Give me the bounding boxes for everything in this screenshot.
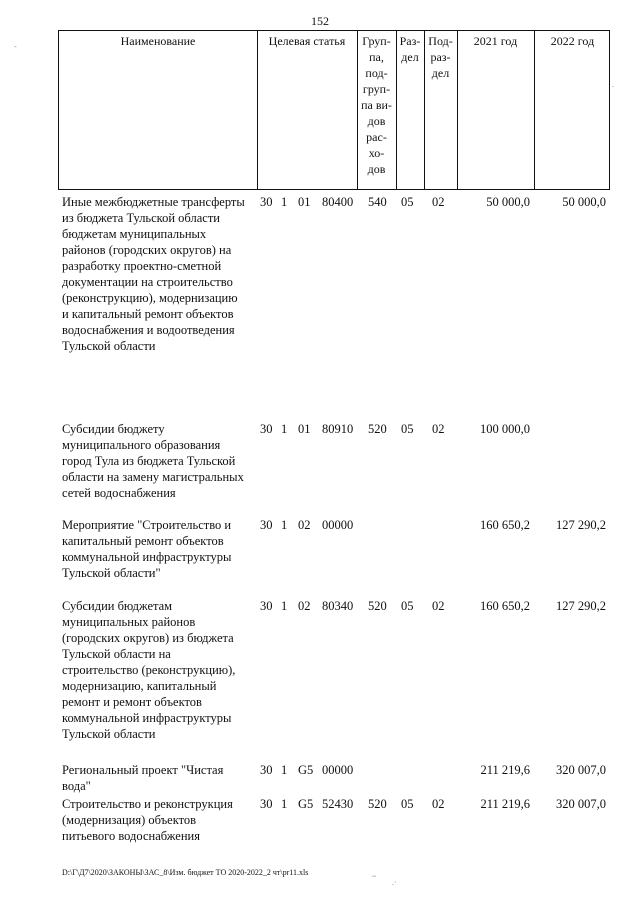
group-code: 520 [368, 599, 387, 613]
target-part3: G5 [298, 763, 314, 777]
section-code: 05 [401, 797, 414, 811]
header-2022: 2022 год [550, 34, 595, 48]
row-name: Региональный проект "Чистая вода" [62, 763, 224, 793]
header-2021: 2021 год [473, 34, 518, 48]
target-part1: 30 [260, 422, 273, 436]
target-part4: 00000 [322, 763, 354, 777]
target-part2: 1 [281, 518, 288, 532]
header-section: Раз- дел [399, 34, 421, 64]
amount-2021: 211 219,6 [480, 763, 530, 777]
amount-2021: 50 000,0 [486, 195, 530, 209]
subsection-code: 02 [432, 422, 445, 436]
amount-2022: 320 007,0 [556, 763, 606, 777]
table-header [58, 30, 610, 190]
section-code: 05 [401, 599, 414, 613]
subsection-code: 02 [432, 599, 445, 613]
target-part4: 52430 [322, 797, 354, 811]
header-target: Целевая статья [268, 34, 346, 48]
group-code: 520 [368, 797, 387, 811]
scan-speck: ~ [372, 872, 377, 881]
file-path-footer: D:\Г\Д7\2020\ЗАКОНЫ\ЗАС_8\Изм. бюджет ТО 2020-2022_2 чт\pr11.xls [62, 868, 309, 877]
amount-2022: 320 007,0 [556, 797, 606, 811]
target-part2: 1 [281, 797, 288, 811]
amount-2021: 160 650,2 [480, 518, 530, 532]
header-group: Груп- па, под- груп- па ви- дов рас- хо- дов [361, 34, 392, 176]
target-part4: 80340 [322, 599, 354, 613]
target-part2: 1 [281, 195, 288, 209]
amount-2022: 127 290,2 [556, 599, 606, 613]
amount-2022: 50 000,0 [562, 195, 606, 209]
target-part3: 02 [298, 599, 311, 613]
target-part2: 1 [281, 763, 288, 777]
amount-2021: 160 650,2 [480, 599, 530, 613]
header-subsection: Под- раз- дел [428, 34, 453, 80]
target-part1: 30 [260, 518, 273, 532]
target-part4: 80400 [322, 195, 354, 209]
row-name: Мероприятие "Строительство и капитальный ремонт объектов коммунальной инфраструктуры Тульской области" [62, 518, 232, 580]
subsection-code: 02 [432, 797, 445, 811]
target-part2: 1 [281, 422, 288, 436]
column-divider [534, 31, 535, 189]
group-code: 540 [368, 195, 387, 209]
header-name: Наименование [120, 34, 196, 48]
column-divider [457, 31, 458, 189]
target-part3: G5 [298, 797, 314, 811]
row-name: Строительство и реконструкция (модернизация) объектов питьевого водоснабжения [62, 797, 233, 843]
target-part4: 00000 [322, 518, 354, 532]
target-part3: 01 [298, 195, 311, 209]
target-part1: 30 [260, 763, 273, 777]
subsection-code: 02 [432, 195, 445, 209]
target-part2: 1 [281, 599, 288, 613]
target-part3: 01 [298, 422, 311, 436]
target-part3: 02 [298, 518, 311, 532]
page-number: 152 [311, 14, 329, 28]
target-part4: 80910 [322, 422, 354, 436]
amount-2021: 100 000,0 [480, 422, 530, 436]
column-divider [257, 31, 258, 189]
row-name: Субсидии бюджету муниципального образования город Тула из бюджета Тульской области на замену магистральных сетей водоснабжения [62, 422, 244, 500]
target-part1: 30 [260, 599, 273, 613]
section-code: 05 [401, 195, 414, 209]
row-name: Иные межбюджетные трансферты из бюджета Тульской области бюджетам муниципальных районов (городских округов) на разработку проектно-сметной документации на строительство (реконструкцию), модернизацию и капитальный ремонт объектов водоснабжения и водоотведения Тульской области [62, 195, 245, 353]
target-part1: 30 [260, 195, 273, 209]
amount-2022: 127 290,2 [556, 518, 606, 532]
row-name: Субсидии бюджетам муниципальных районов (городских округов) из бюджета Тульской области на строительство (реконструкцию), модернизацию, капитальный ремонт и ремонт объектов коммунальной инфраструктуры Тульской области [62, 599, 236, 741]
target-part1: 30 [260, 797, 273, 811]
amount-2021: 211 219,6 [480, 797, 530, 811]
scan-speck: . [612, 80, 614, 89]
scan-speck: - [14, 42, 17, 51]
scan-speck: .· [392, 878, 397, 887]
section-code: 05 [401, 422, 414, 436]
group-code: 520 [368, 422, 387, 436]
